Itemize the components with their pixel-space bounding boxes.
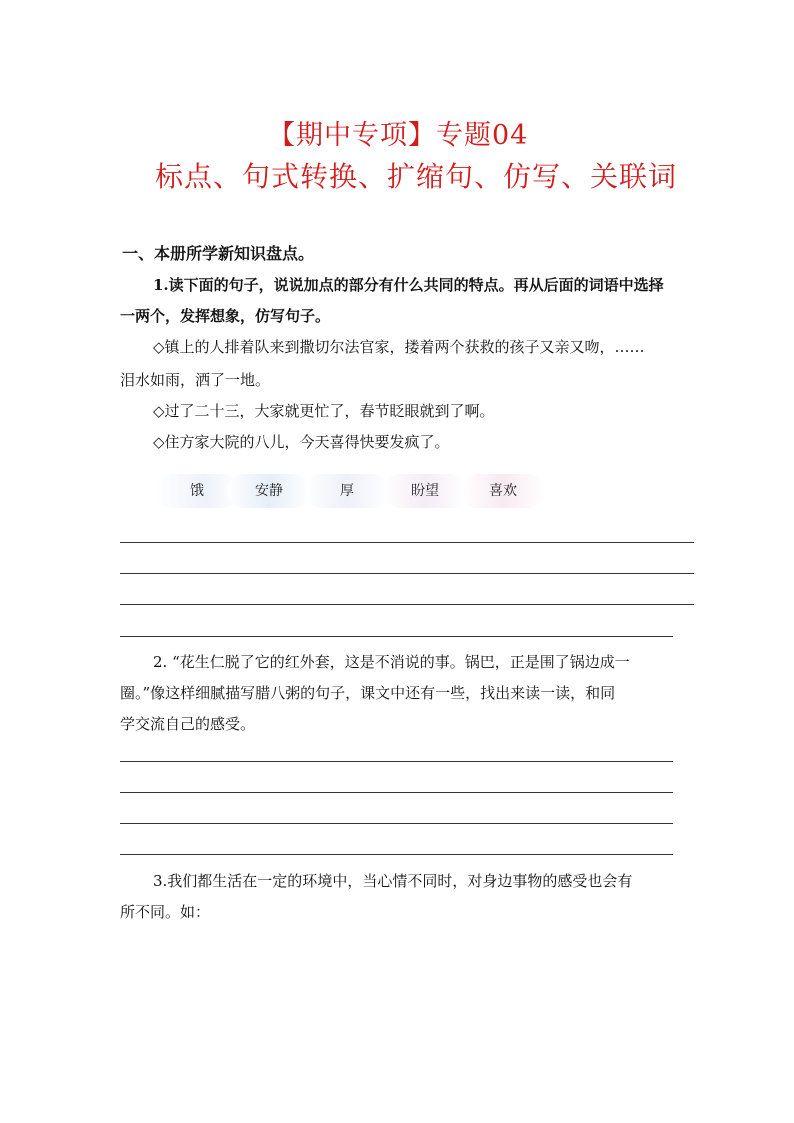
word-bank xyxy=(155,474,525,510)
word-chip: 厚 xyxy=(305,474,389,508)
q3-line-1: 3.我们都生活在一定的环境中，当心情不同时，对身边事物的感受也会有 xyxy=(153,872,633,890)
section-heading: 一、本册所学新知识盘点。 xyxy=(122,244,315,263)
q1-line-2: 一两个，发挥想象，仿写句子。 xyxy=(120,307,331,325)
word-chip: 安静 xyxy=(227,474,311,508)
q3-line-2: 所不同。如： xyxy=(120,903,211,921)
title-line-1: 【期中专项】专题04 xyxy=(268,120,529,151)
answer-line[interactable] xyxy=(120,636,673,637)
q2-line-1: 2. “花生仁脱了它的红外套，这是不消说的事。锅巴，正是围了锅边成一 xyxy=(153,653,630,671)
q1-example-1: ◇镇上的人排着队来到撒切尔法官家，搂着两个获救的孩子又亲又吻，…… xyxy=(153,338,645,356)
q1-example-2: ◇过了二十三，大家就更忙了，春节眨眼就到了啊。 xyxy=(153,402,495,420)
title-line-2: 标点、句式转换、扩缩句、仿写、关联词 xyxy=(155,160,678,193)
answer-line[interactable] xyxy=(120,573,694,574)
answer-line[interactable] xyxy=(120,542,694,543)
answer-line[interactable] xyxy=(120,823,673,824)
answer-line[interactable] xyxy=(120,792,673,793)
q1-example-3: ◇住方家大院的八儿，今天喜得快要发疯了。 xyxy=(153,433,450,451)
q1-line-1: 1.读下面的句子，说说加点的部分有什么共同的特点。再从后面的词语中选择 xyxy=(153,276,664,294)
word-chip: 喜欢 xyxy=(461,474,545,508)
q1-example-1-cont: 泪水如雨，洒了一地。 xyxy=(120,371,271,389)
word-chip: 饿 xyxy=(155,474,239,508)
q2-line-2: 圈。”像这样细腻描写腊八粥的句子，课文中还有一些，找出来读一读，和同 xyxy=(120,684,616,702)
answer-line[interactable] xyxy=(120,761,673,762)
answer-line[interactable] xyxy=(120,604,694,605)
answer-line[interactable] xyxy=(120,854,673,855)
q2-line-3: 学交流自己的感受。 xyxy=(120,715,256,733)
word-chip: 盼望 xyxy=(383,474,467,508)
